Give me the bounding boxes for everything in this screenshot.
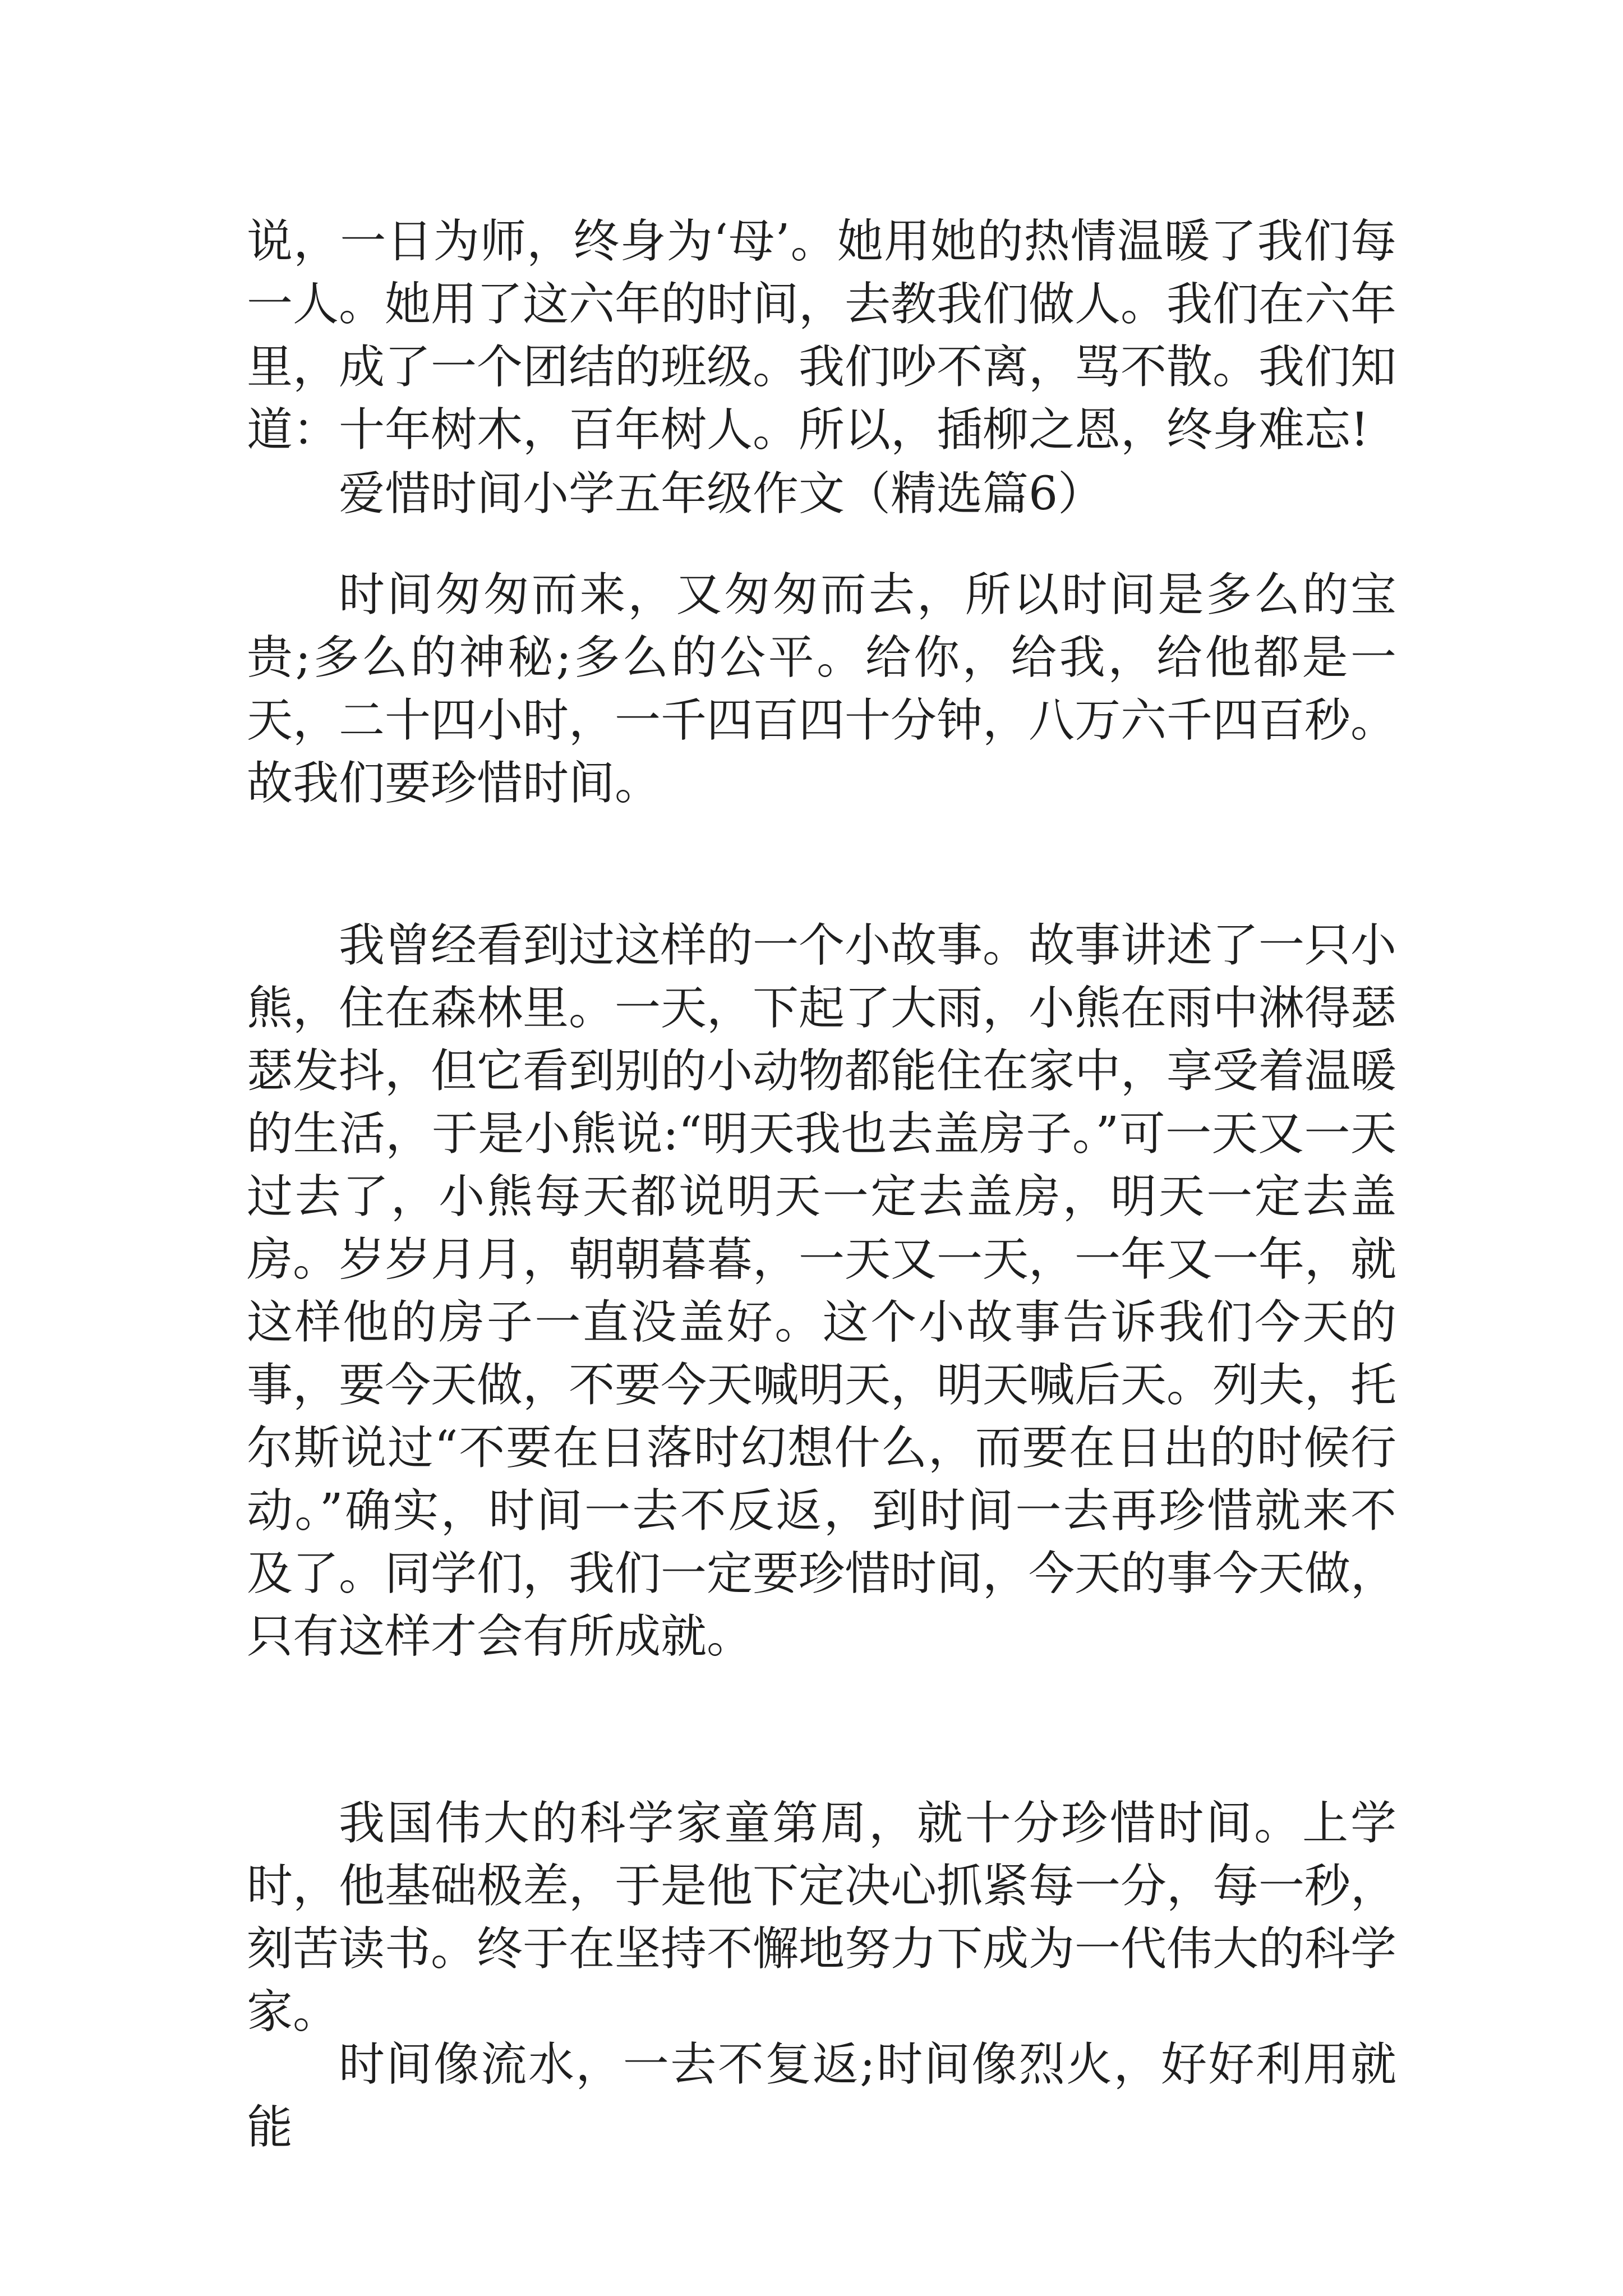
essay-title: 爱惜时间小学五年级作文（精选篇6） xyxy=(339,467,1104,521)
paragraph-closing: 时间像流水，一去不复返;时间像烈火，好好利用就能 xyxy=(247,2038,1396,2154)
paragraph-intro: 时间匆匆而来，又匆匆而去，所以时间是多么的宝贵;多么的神秘;多么的公平。给你，给我，给他都是一天，二十四小时，一千四百四十分钟，八万六千四百秒。故我们要珍惜时间。 xyxy=(247,568,1397,810)
paragraph-continuation: 说，一日为师，终身为‘母’。她用她的热情温暖了我们每一人。她用了这六年的时间，去教我们做人。我们在六年里，成了一个团结的班级。我们吵不离，骂不散。我们知道：十年树木，百年树人。所以，插柳之恩，终身难忘! xyxy=(247,215,1397,457)
paragraph-bear-story: 我曾经看到过这样的一个小故事。故事讲述了一只小熊，住在森林里。一天，下起了大雨，小熊在雨中淋得瑟瑟发抖，但它看到别的小动物都能住在家中，享受着温暖的生活，于是小熊说:“明天我也去盖房子。”可一天又一天过去了，小熊每天都说明天一定去盖房，明天一定去盖房。岁岁月月，朝朝暮暮，一天又一天，一年又一年，就这样他的房子一直没盖好。这个小故事告诉我们今天的事，要今天做，不要今天喊明天，明天喊后天。列夫，托尔斯说过“不要在日落时幻想什么，而要在日出的时候行动。”确实，时间一去不反返，到时间一去再珍惜就来不及了。同学们，我们一定要珍惜时间，今天的事今天做，只有这样才会有所成就。 xyxy=(247,919,1397,1663)
paragraph-scientist: 我国伟大的科学家童第周，就十分珍惜时间。上学时，他基础极差，于是他下定决心抓紧每一分，每一秒，刻苦读书。终于在坚持不懈地努力下成为一代伟大的科学家。 xyxy=(247,1797,1397,2039)
